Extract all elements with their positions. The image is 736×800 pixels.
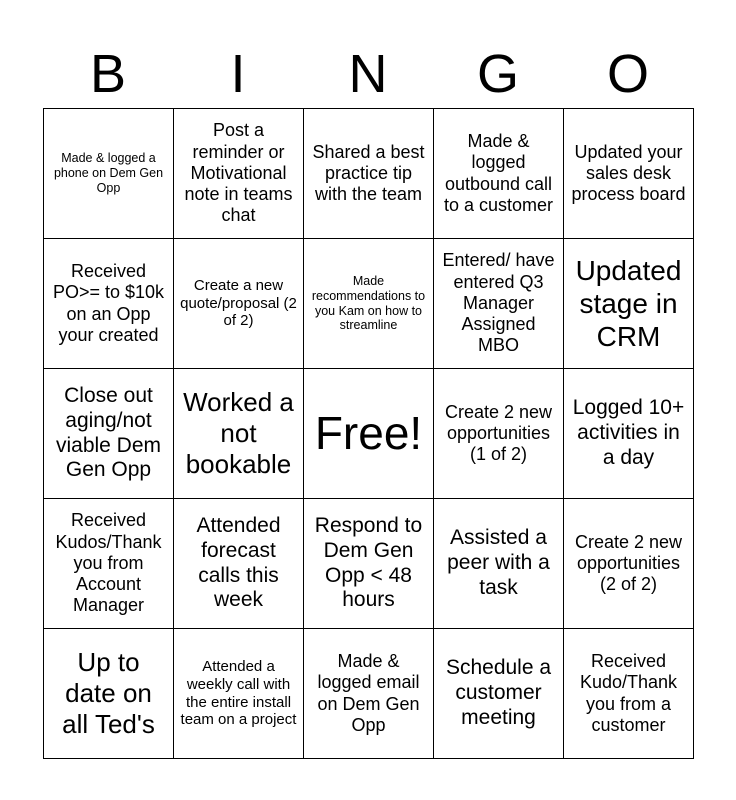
header-letter-o: O bbox=[606, 44, 649, 104]
bingo-cell: Received PO>= to $10k on an Opp your created bbox=[44, 239, 174, 369]
bingo-cell: Logged 10+ activities in a day bbox=[564, 369, 694, 499]
board-row bbox=[44, 369, 694, 499]
bingo-cell: Made & logged email on Dem Gen Opp bbox=[304, 629, 434, 759]
bingo-cell: Attended forecast calls this week bbox=[174, 499, 304, 629]
bingo-cell: Schedule a customer meeting bbox=[434, 629, 564, 759]
header-letter-g: G bbox=[476, 44, 519, 104]
bingo-cell: Assisted a peer with a task bbox=[434, 499, 564, 629]
bingo-cell: Made & logged a phone on Dem Gen Opp bbox=[44, 109, 174, 239]
free-space-cell: Free! bbox=[304, 369, 434, 499]
board-row bbox=[44, 239, 694, 369]
bingo-cell: Worked a not bookable bbox=[174, 369, 304, 499]
board-row bbox=[44, 499, 694, 629]
board-row bbox=[44, 109, 694, 239]
bingo-cell: Respond to Dem Gen Opp < 48 hours bbox=[304, 499, 434, 629]
bingo-cell: Entered/ have entered Q3 Manager Assigned MBO bbox=[434, 239, 564, 369]
bingo-cell: Received Kudos/Thank you from Account Manager bbox=[44, 499, 174, 629]
bingo-cell: Create 2 new opportunities (1 of 2) bbox=[434, 369, 564, 499]
bingo-cell: Create a new quote/proposal (2 of 2) bbox=[174, 239, 304, 369]
bingo-cell: Close out aging/not viable Dem Gen Opp bbox=[44, 369, 174, 499]
bingo-cell: Create 2 new opportunities (2 of 2) bbox=[564, 499, 694, 629]
bingo-cell: Made & logged outbound call to a customer bbox=[434, 109, 564, 239]
bingo-board bbox=[43, 108, 694, 759]
bingo-cell: Attended a weekly call with the entire install team on a project bbox=[174, 629, 304, 759]
header-letter-i: I bbox=[230, 44, 246, 104]
bingo-cell: Received Kudo/Thank you from a customer bbox=[564, 629, 694, 759]
bingo-cell: Shared a best practice tip with the team bbox=[304, 109, 434, 239]
bingo-cell: Made recommendations to you Kam on how to streamline bbox=[304, 239, 434, 369]
bingo-cell: Updated your sales desk process board bbox=[564, 109, 694, 239]
bingo-header bbox=[43, 40, 693, 108]
board-row bbox=[44, 629, 694, 759]
bingo-cell: Up to date on all Ted's bbox=[44, 629, 174, 759]
bingo-cell: Post a reminder or Motivational note in teams chat bbox=[174, 109, 304, 239]
header-letter-n: N bbox=[348, 44, 388, 104]
header-letter-b: B bbox=[89, 44, 127, 104]
bingo-cell: Updated stage in CRM bbox=[564, 239, 694, 369]
